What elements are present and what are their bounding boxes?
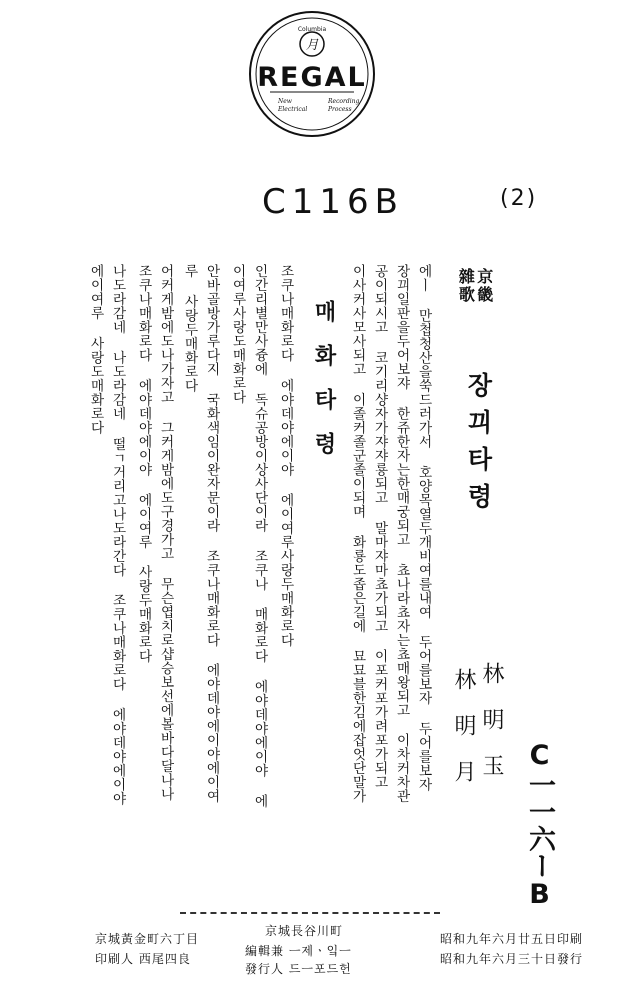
lyric-line: 루 사랑두매화로다 bbox=[181, 264, 198, 393]
lyric-line: 조쿠나매화로다 에야데야에이야 에이여루사랑두매화로다 bbox=[277, 264, 294, 647]
artist-2: 林明月 bbox=[451, 668, 476, 806]
footer-printer: 印刷人 西尾四良 bbox=[95, 952, 191, 966]
svg-text:Recording: Recording bbox=[328, 98, 360, 105]
lyric-line: 공이되시고 코기리샹자가쟈쟈룡되고 말마쟈마쵸가되고 이포커포가려포가되고 bbox=[371, 264, 388, 790]
footer-editor: 編輯兼 ㅡ제ㆍ잌ㅡ bbox=[245, 944, 352, 958]
lyric-line: 에ㅣ 만첩청산을쑥드러가서 호양목열두개비여를내여 두어를보자 두어를보자 bbox=[415, 264, 432, 792]
side-letter: B bbox=[524, 879, 555, 910]
lyric-line: 장끠일판을두어보쟈 한쥬한자는한매궁되고 쵸나라쵸자는쵸매왕되고 이차커차관 bbox=[393, 264, 410, 804]
regal-logo bbox=[248, 10, 376, 138]
lyric-line: 에이여루 사랑도매화로다 bbox=[87, 264, 104, 435]
lyric-line: 어커게밤에도나가자고 그커게밤에도구경가고 무슨엽치로샵승보선에볼바다달나나 bbox=[157, 264, 174, 801]
lyric-line: 조쿠나매화로다 에야데야에이야 에이여루 사랑두매화로다 bbox=[135, 264, 152, 664]
svg-text:月: 月 bbox=[305, 38, 319, 53]
footer-print-date: 昭和九年六月廿五日印刷 bbox=[440, 932, 584, 946]
svg-text:Process: Process bbox=[328, 106, 352, 113]
lyric-line: 이사커사모사되고 이졸커졸군졸이되며 화룡도좁은길에 묘묘블한김에잡엇단말가 bbox=[349, 264, 366, 804]
lyric-line: 이여루사랑도매화로다 bbox=[229, 264, 246, 404]
footer-publisher-address: 京城長谷川町 bbox=[265, 924, 344, 938]
side-code-text: C一一六ー bbox=[524, 740, 555, 879]
footer-printer-address: 京城黃金町六丁目 bbox=[95, 932, 200, 946]
song-title: 장끠타령 bbox=[464, 372, 493, 520]
footer-publisher: 發行人 드ㅡ포드헌 bbox=[245, 962, 352, 976]
page-number: (2) bbox=[500, 186, 538, 211]
svg-text:Electrical: Electrical bbox=[278, 106, 308, 113]
side-code bbox=[520, 740, 559, 910]
lyric-line: 나도라감네 나도라감네 떨ㄱ거리고나도라간다 조쿠나매화로다 에야데야에이야 bbox=[109, 264, 126, 806]
footer-divider bbox=[180, 912, 440, 914]
svg-text:New: New bbox=[278, 98, 292, 105]
genre-label: 京畿 雜歌 bbox=[456, 268, 494, 304]
svg-text:REGAL: REGAL bbox=[257, 62, 367, 93]
artist-1: 林明玉 bbox=[479, 662, 504, 800]
catalog-number: C116B bbox=[262, 182, 404, 222]
svg-text:Columbia: Columbia bbox=[297, 26, 327, 33]
song2-title: 매화타령 bbox=[311, 300, 337, 476]
lyric-line: 안바골방가루다지 국화색임이완자문이라 조쿠나매화로다 에야데야에이야에이여 bbox=[203, 264, 220, 804]
lyric-line: 인간리별만사즁에 독슈공방이상사단이라 조쿠나 매화로다 에야데야에이야 에 bbox=[251, 264, 268, 808]
footer-publish-date: 昭和九年六月三十日發行 bbox=[440, 952, 584, 966]
